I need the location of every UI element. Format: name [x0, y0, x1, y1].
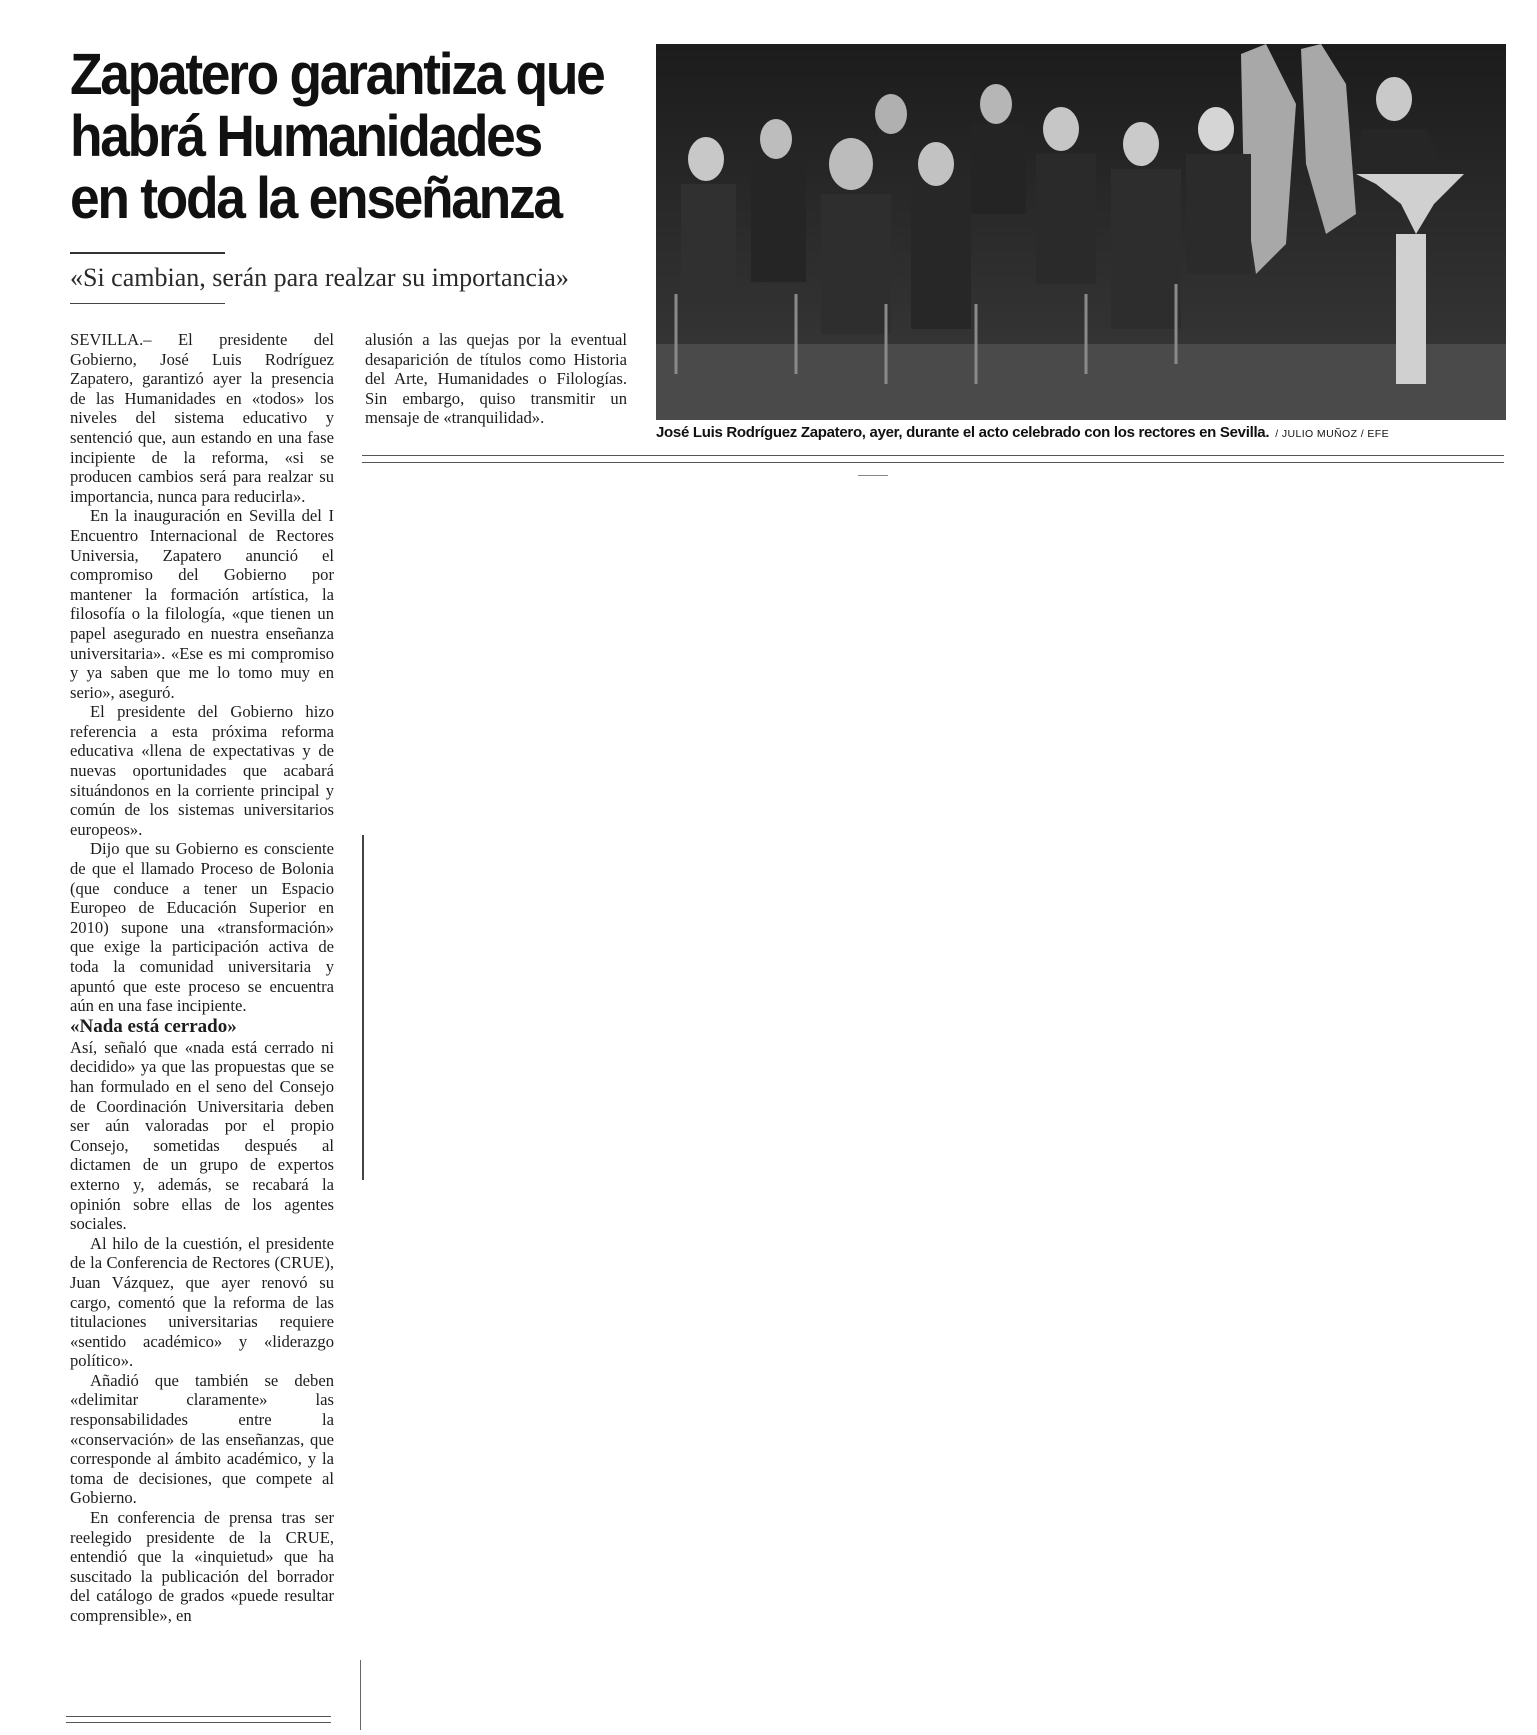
headline-line-3: en toda la enseñanza: [70, 166, 561, 231]
paragraph: Al hilo de la cuestión, el presidente de la Conferencia de Rectores (CRUE), Juan Vázquez, que ayer renovó su cargo, comentó que la reforma de las titulaciones universitarias requiere «sentido académico» y «liderazgo político».: [70, 1233, 334, 1371]
paragraph: Dijo que su Gobierno es consciente de que el llamado Proceso de Bolonia (que conduce a tener un Espacio Europeo de Educación Superior en 2010) supone una «transformación» que exige la participación activa de toda la comunidad universitaria y apuntó que este proceso se encuentra aún en una fase incipiente.: [70, 839, 334, 1016]
column-divider: [360, 1660, 361, 1730]
headline-line-1: Zapatero garantiza que: [70, 42, 604, 107]
subhead: «Si cambian, serán para realzar su importancia»: [70, 263, 569, 292]
article-column-2: [365, 330, 627, 428]
paragraph: alusión a las quejas por la eventual desaparición de títulos como Historia del Arte, Humanidades o Filologías. Sin embargo, quiso transmitir un mensaje de «tranquilidad».: [365, 330, 627, 428]
crosshead: «Nada está cerrado»: [70, 1015, 237, 1037]
paragraph: En conferencia de prensa tras ser reelegido presidente de la CRUE, entendió que la «inquietud» que ha suscitado la publicación del borrador del catálogo de grados «puede resultar comprensible», en: [70, 1508, 334, 1625]
subhead-divider: [70, 303, 225, 304]
paragraph: Añadió que también se deben «delimitar claramente» las responsabilidades entre la «conservación» de las enseñanzas, que corresponde al ámbito académico, y la toma de decisiones, que compete al Gobierno.: [70, 1370, 334, 1508]
paragraph: SEVILLA.– El presidente del Gobierno, José Luis Rodríguez Zapatero, garantizó ayer la presencia de las Humanidades en «todos» los niveles del sistema educativo y sentenció que, aun estando en una fase incipiente de la reforma, «si se producen cambios será para realzar su importancia, nunca para reducirla».: [70, 330, 334, 506]
news-photo: [656, 44, 1506, 420]
paragraph: Así, señaló que «nada está cerrado ni decidido» ya que las propuestas que se han formulado en el seno del Consejo de Coordinación Universitaria deben ser aún valoradas por el propio Consejo, sometidas después al dictamen de un grupo de expertos externo y, además, se recabará la opinión sobre ellas de los agentes sociales.: [70, 1037, 334, 1234]
article-column-1: [70, 330, 334, 1626]
paragraph: En la inauguración en Sevilla del I Encuentro Internacional de Rectores Universia, Zapatero anunció el compromiso del Gobierno por mantener la formación artística, la filosofía o la filología, «que tienen un papel asegurado en nuestra enseñanza universitaria». «Ese es mi compromiso y ya saben que me lo tomo muy en serio», aseguró.: [70, 506, 334, 702]
headline: [70, 44, 604, 230]
section-rule: [362, 462, 1504, 463]
caption-text: José Luis Rodríguez Zapatero, ayer, durante el acto celebrado con los rectores en Sevilla.: [656, 424, 1270, 441]
column-divider: [362, 835, 364, 1180]
headline-divider: [70, 252, 225, 254]
photo-credit: / JULIO MUÑOZ / EFE: [1275, 428, 1389, 440]
section-rule: [362, 455, 1504, 456]
section-mark: [858, 475, 888, 476]
headline-line-2: habrá Humanidades: [70, 104, 541, 169]
photo-caption: [656, 424, 1516, 442]
photo-illustration: [656, 44, 1506, 420]
column-bottom-rule: [66, 1716, 331, 1717]
paragraph: El presidente del Gobierno hizo referencia a esta próxima reforma educativa «llena de expectativas y de nuevas oportunidades que acabará situándonos en la corriente principal y común de los sistemas universitarios europeos».: [70, 702, 334, 839]
column-bottom-rule: [66, 1722, 331, 1723]
